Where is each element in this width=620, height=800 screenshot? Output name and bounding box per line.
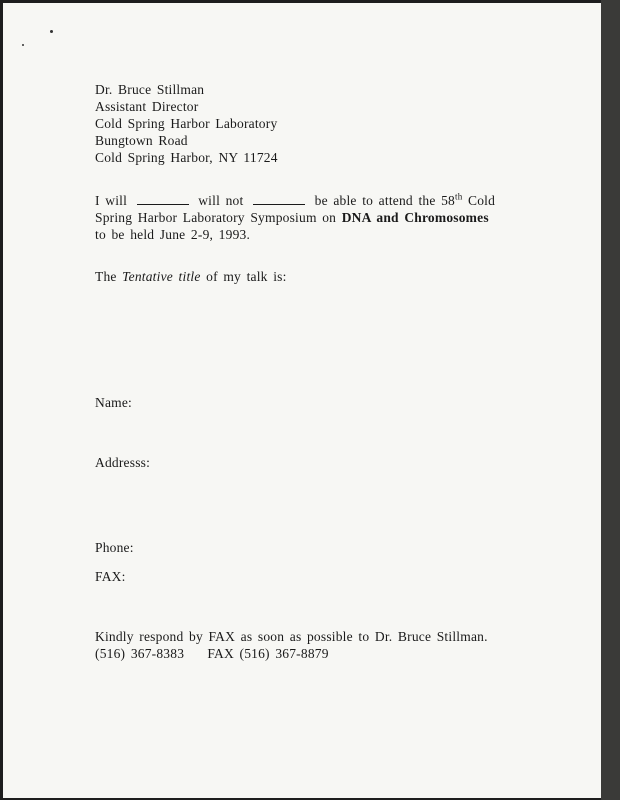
- fax-number: FAX (516) 367-8879: [207, 646, 329, 661]
- attendance-line-2: [95, 210, 489, 226]
- attendance-line-3: to be held June 2-9, 1993.: [95, 227, 251, 242]
- address-field-label[interactable]: Addresss:: [95, 455, 151, 470]
- paper-speck: [50, 30, 53, 33]
- will-not-blank[interactable]: [253, 194, 305, 205]
- talk-title-line: [95, 269, 287, 285]
- will-blank[interactable]: [137, 194, 189, 205]
- symposium-topic: DNA and Chromosomes: [341, 210, 489, 225]
- recipient-role: Assistant Director: [95, 99, 199, 114]
- tentative-title-text: Tentative title: [122, 269, 201, 284]
- name-field-label[interactable]: Name:: [95, 395, 132, 410]
- recipient-street: Bungtown Road: [95, 133, 188, 148]
- fax-field-label[interactable]: FAX:: [95, 569, 126, 584]
- talk-suffix: of my talk is:: [206, 269, 287, 284]
- i-will-text: I will: [95, 193, 128, 208]
- be-able-text: be able to attend the 58: [314, 193, 456, 208]
- phone-field-label[interactable]: Phone:: [95, 540, 134, 555]
- recipient-city: Cold Spring Harbor, NY 11724: [95, 150, 278, 165]
- attendance-line-1: [95, 193, 495, 209]
- cold-text: Cold: [468, 193, 496, 208]
- symposium-text: Spring Harbor Laboratory Symposium on: [95, 210, 337, 225]
- scan-edge: [601, 0, 620, 800]
- will-not-text: will not: [198, 193, 244, 208]
- recipient-org: Cold Spring Harbor Laboratory: [95, 116, 278, 131]
- recipient-name: Dr. Bruce Stillman: [95, 82, 205, 97]
- respond-instruction: Kindly respond by FAX as soon as possible to Dr. Bruce Stillman.: [95, 629, 488, 644]
- talk-prefix: The: [95, 269, 117, 284]
- paper-speck: [22, 44, 24, 46]
- document-page: [3, 3, 601, 798]
- ordinal-suffix: th: [455, 191, 463, 202]
- phone-number: (516) 367-8383: [95, 646, 185, 661]
- contact-numbers: [95, 646, 329, 662]
